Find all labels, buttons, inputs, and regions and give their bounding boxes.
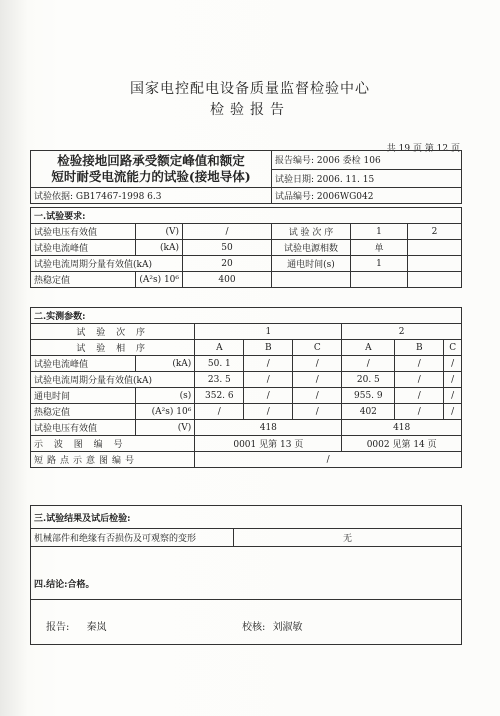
- test-date-label: 试验日期:: [275, 174, 315, 185]
- meas-cell: 352. 6: [195, 388, 244, 404]
- check-label: 机械部件和绝缘有否损伤及可观察的变形: [31, 529, 234, 547]
- check-value: 无: [234, 529, 462, 547]
- req-v2a: 1: [351, 224, 408, 240]
- meas-cell: /: [444, 404, 462, 420]
- req-label2: [272, 272, 351, 288]
- short-label: 短路点示意图编号: [31, 452, 195, 468]
- phase-cell: C: [293, 340, 342, 356]
- meas-cell: 20. 5: [342, 372, 395, 388]
- meas-cell: /: [293, 372, 342, 388]
- req-value: 400: [183, 272, 272, 288]
- req-label2: 试验电源相数: [272, 240, 351, 256]
- phase-cell: A: [342, 340, 395, 356]
- req-v2b: [408, 240, 462, 256]
- center-name: 国家电控配电设备质量监督检验中心: [130, 81, 370, 97]
- meas-cell: /: [293, 404, 342, 420]
- wave-2: 0002 见第 14 页: [342, 436, 462, 452]
- wave-1: 0001 见第 13 页: [195, 436, 342, 452]
- requirements-table: [30, 207, 462, 288]
- meas-label: 热稳定值: [31, 404, 136, 420]
- page-info: 共 19 页 第 12 页: [386, 144, 460, 154]
- wave-label: 示 波 图 编 号: [31, 436, 195, 452]
- meas-cell: 50. 1: [195, 356, 244, 372]
- voltage-label: 试验电压有效值: [31, 420, 136, 436]
- req-value: /: [183, 224, 272, 240]
- voltage-unit: (V): [136, 420, 195, 436]
- basis-label: 试验依据:: [34, 192, 74, 202]
- req-unit: (V): [136, 224, 183, 240]
- test-date-value: 2006. 11. 15: [316, 174, 375, 185]
- meas-cell: /: [444, 356, 462, 372]
- meas-cell: /: [395, 356, 444, 372]
- req-v2a: 单: [351, 240, 408, 256]
- req-label: 试验电压有效值: [31, 224, 136, 240]
- meas-cell: /: [244, 372, 293, 388]
- check-sign-label: 校核:: [242, 622, 266, 633]
- order-label: 试 验 次 序: [31, 324, 195, 340]
- meas-cell: /: [293, 356, 342, 372]
- req-unit: (A²s) 10⁶: [136, 272, 183, 288]
- meas-cell: /: [342, 356, 395, 372]
- phase-cell: B: [244, 340, 293, 356]
- meas-cell: /: [395, 372, 444, 388]
- phase-cell: A: [195, 340, 244, 356]
- basis-value: GB17467-1998 6.3: [75, 192, 162, 202]
- meas-cell: /: [195, 404, 244, 420]
- sample-no-label: 试品编号:: [275, 192, 315, 202]
- sample-no-cell: [272, 188, 462, 204]
- report-signature: [46, 618, 107, 633]
- meas-cell: 955. 9: [342, 388, 395, 404]
- req-value: 20: [183, 256, 272, 272]
- req-label2: 通电时间(s): [272, 256, 351, 272]
- check-name: 刘淑敏: [272, 622, 303, 633]
- meas-label: 试验电流峰值: [31, 356, 136, 372]
- voltage-1: 418: [195, 420, 342, 436]
- measured-table: [30, 307, 462, 468]
- meas-cell: 23. 5: [195, 372, 244, 388]
- phase-cell: B: [395, 340, 444, 356]
- meas-cell: /: [395, 388, 444, 404]
- meas-cell: /: [244, 356, 293, 372]
- phase-label: 试 验 相 序: [31, 340, 195, 356]
- measured-heading: 二.实测参数:: [31, 308, 462, 324]
- results-heading: 三.试验结果及试后检验:: [31, 506, 462, 529]
- order-2: 2: [342, 324, 462, 340]
- meas-cell: /: [244, 388, 293, 404]
- short-value: /: [195, 452, 462, 468]
- meas-cell: 402: [342, 404, 395, 420]
- meas-label: 试验电流周期分量有效值(kA): [31, 372, 195, 388]
- meas-unit: (kA): [136, 356, 195, 372]
- voltage-2: 418: [342, 420, 462, 436]
- order-1: 1: [195, 324, 342, 340]
- report-name: 秦岚: [86, 622, 107, 633]
- req-v2b: [408, 272, 462, 288]
- sample-no-value: 2006WG042: [316, 192, 374, 202]
- req-v2a: 1: [351, 256, 408, 272]
- check-signature: [242, 618, 303, 633]
- requirements-heading: 一.试验要求:: [31, 208, 462, 224]
- req-v2a: [351, 272, 408, 288]
- meas-cell: /: [444, 372, 462, 388]
- report-no-value: 2006 委检 106: [316, 156, 381, 167]
- test-date-cell: [272, 169, 462, 188]
- req-label: 热稳定值: [31, 272, 136, 288]
- test-title: [31, 151, 272, 188]
- report-label: 报告:: [46, 622, 70, 633]
- title-table: [30, 150, 462, 204]
- title-line1: 检验接地回路承受额定峰值和额定: [57, 153, 245, 168]
- meas-unit: (s): [136, 388, 195, 404]
- req-v2b: [408, 256, 462, 272]
- req-label: 试验电流峰值: [31, 240, 136, 256]
- conclusion-text: 四.结论:合格。: [31, 577, 462, 600]
- req-unit: (kA): [136, 240, 183, 256]
- title-line2: 短时耐受电流能力的试验(接地导体): [51, 169, 251, 184]
- req-label2: 试 验 次 序: [272, 224, 351, 240]
- req-value: 50: [183, 240, 272, 256]
- report-no-cell: [272, 151, 462, 170]
- req-label: 试验电流周期分量有效值(kA): [31, 256, 183, 272]
- meas-label: 通电时间: [31, 388, 136, 404]
- meas-cell: /: [244, 404, 293, 420]
- meas-cell: /: [444, 388, 462, 404]
- report-no-label: 报告编号:: [275, 156, 315, 167]
- basis-cell: [31, 188, 272, 204]
- meas-cell: /: [395, 404, 444, 420]
- report-title: 检验报告: [210, 102, 290, 118]
- meas-cell: /: [293, 388, 342, 404]
- meas-unit: (A²s) 10⁶: [136, 404, 195, 420]
- req-v2b: 2: [408, 224, 462, 240]
- phase-cell: C: [444, 340, 462, 356]
